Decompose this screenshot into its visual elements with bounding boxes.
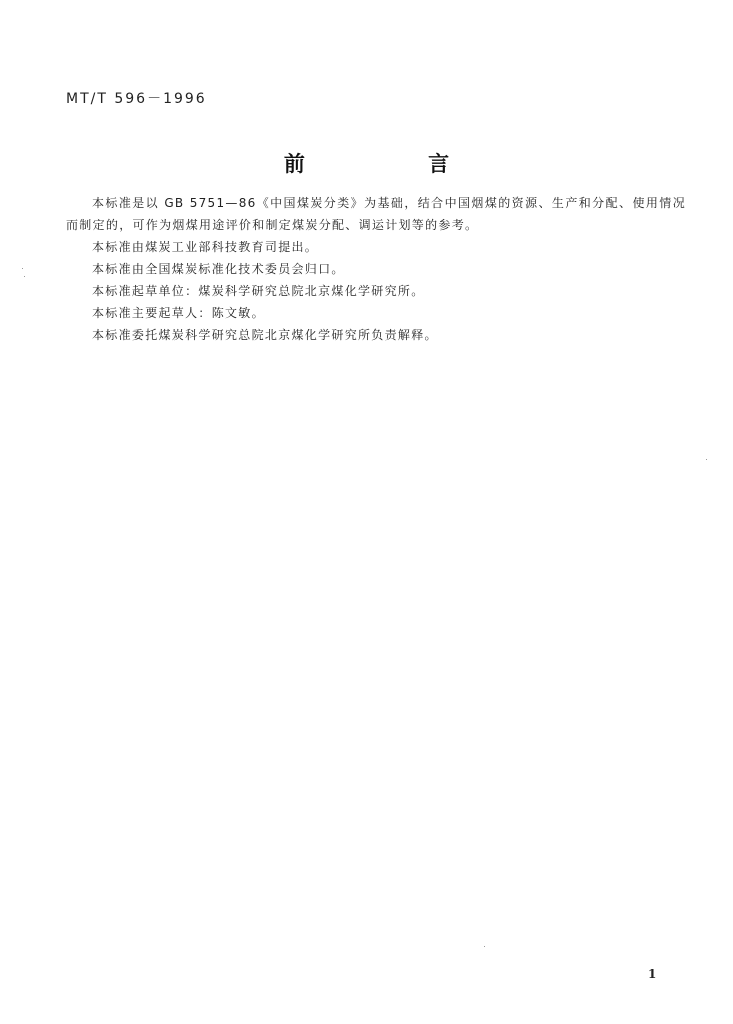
foreword-body	[66, 192, 686, 346]
paragraph-drafting-unit: 本标准起草单位：煤炭科学研究总院北京煤化学研究所。	[92, 284, 425, 298]
paragraph-centralized-by: 本标准由全国煤炭标准化技术委员会归口。	[92, 262, 345, 276]
scan-speck	[24, 276, 25, 277]
paragraph-interpretation: 本标准委托煤炭科学研究总院北京煤化学研究所负责解释。	[92, 328, 438, 342]
scan-speck	[706, 459, 707, 460]
scan-speck	[22, 268, 23, 269]
paragraph-proposed-by: 本标准由煤炭工业部科技教育司提出。	[92, 240, 319, 254]
paragraph-main-drafter: 本标准主要起草人：陈文敏。	[92, 306, 265, 320]
standard-code: MT/T 596－1996	[66, 91, 207, 107]
scan-speck	[484, 946, 485, 947]
paragraph-basis: 本标准是以 GB 5751—86《中国煤炭分类》为基础，结合中国烟煤的资源、生产和分配、使用情况而制定的，可作为烟煤用途评价和制定煤炭分配、调运计划等的参考。	[66, 196, 686, 232]
page-number: 1	[648, 967, 657, 981]
page-title: 前 言	[283, 152, 508, 176]
